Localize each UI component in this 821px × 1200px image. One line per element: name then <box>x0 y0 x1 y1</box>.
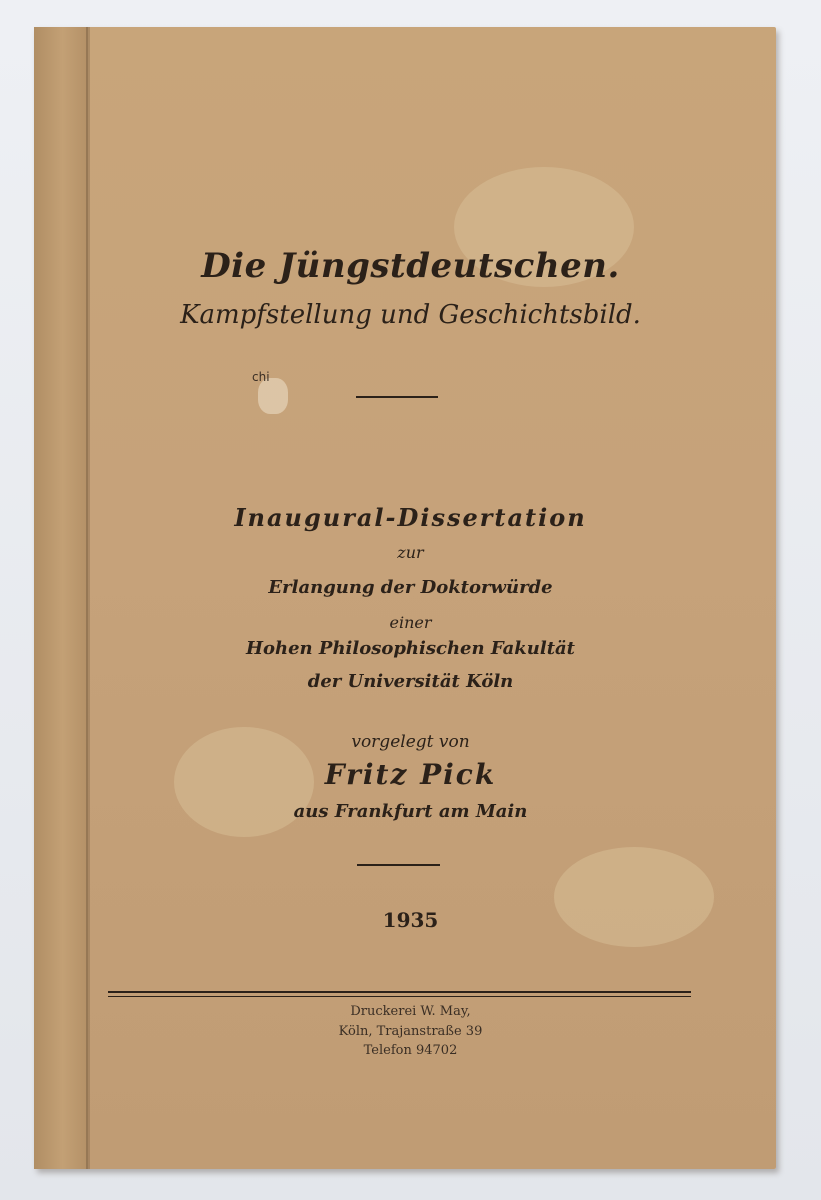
text-einer: einer <box>389 613 432 632</box>
text-zur: zur <box>397 543 424 562</box>
dissertation-heading: Inaugural-Dissertation <box>234 503 587 532</box>
text-erlangung: Erlangung der Doktorwürde <box>268 577 553 598</box>
torn-label-text: chi <box>252 370 270 384</box>
divider-rule <box>356 396 438 398</box>
double-rule-top <box>108 991 691 993</box>
book-title: Die Jüngstdeutschen. <box>201 246 620 286</box>
printer-address: Köln, Trajanstraße 39 <box>338 1024 483 1039</box>
author-name: Fritz Pick <box>324 758 497 791</box>
book-subtitle: Kampfstellung und Geschichtsbild. <box>180 300 641 330</box>
publication-year: 1935 <box>382 908 439 932</box>
printer-name: Druckerei W. May, <box>350 1004 471 1019</box>
text-vorgelegt: vorgelegt von <box>351 732 470 752</box>
author-origin: aus Frankfurt am Main <box>293 801 528 822</box>
printer-phone: Telefon 94702 <box>363 1043 458 1058</box>
text-university: der Universität Köln <box>307 671 514 692</box>
text-faculty: Hohen Philosophischen Fakultät <box>246 638 575 659</box>
double-rule-bottom <box>108 996 691 997</box>
divider-rule <box>357 864 440 866</box>
